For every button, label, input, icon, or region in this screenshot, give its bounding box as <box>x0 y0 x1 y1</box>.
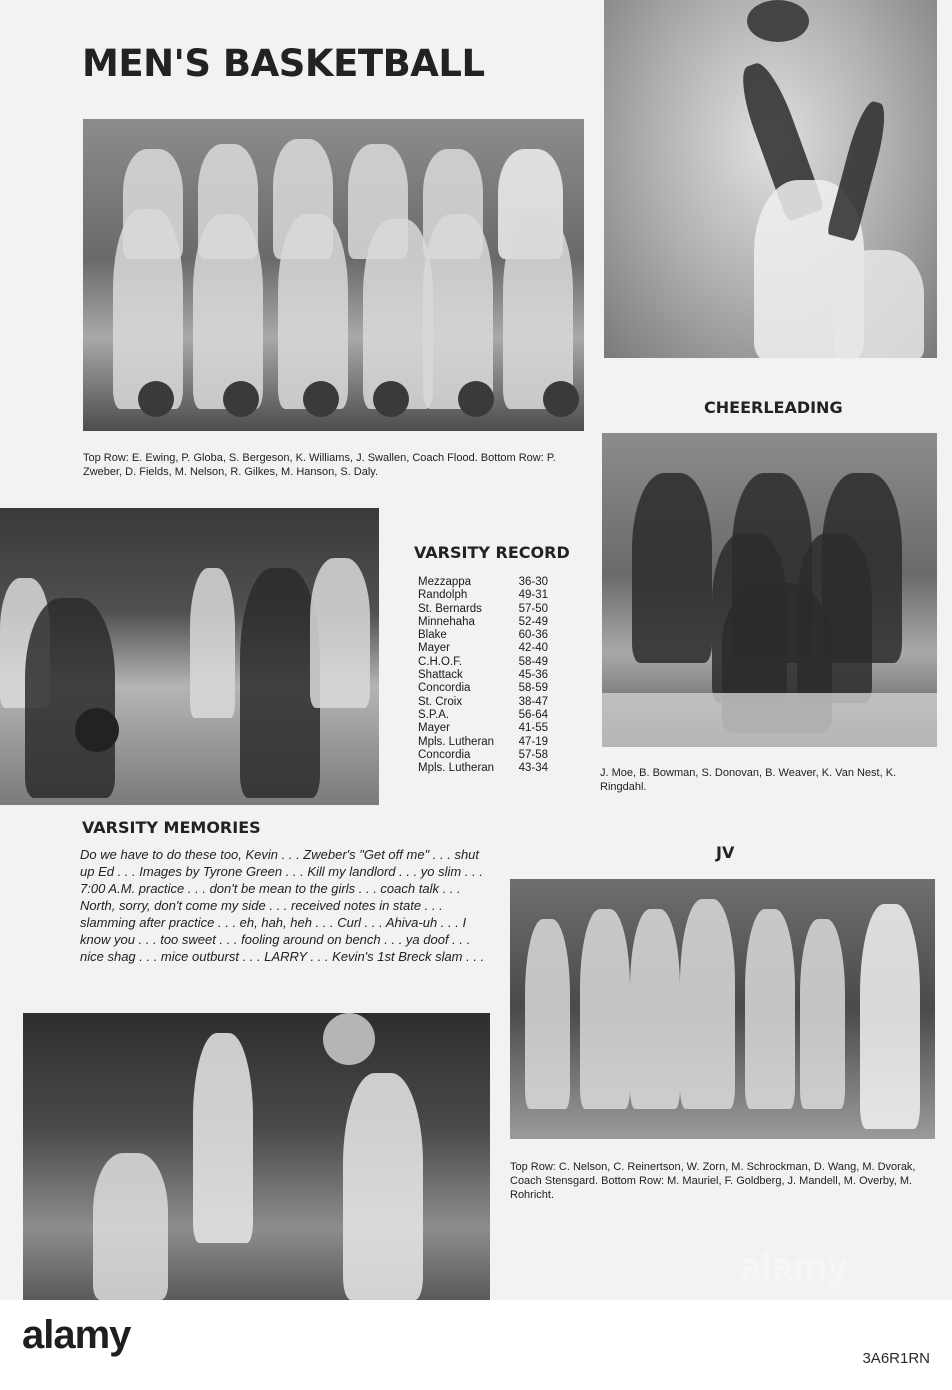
record-row <box>418 576 548 589</box>
record-row <box>418 696 548 709</box>
record-score: 41-55 <box>518 722 548 735</box>
record-opponent: Minnehaha <box>418 615 475 628</box>
record-row <box>418 749 548 762</box>
page-title: MEN'S BASKETBALL <box>82 42 485 85</box>
cheerleading-caption: J. Moe, B. Bowman, S. Donovan, B. Weaver, K. Van Nest, K. Ringdahl. <box>600 767 897 793</box>
record-opponent: St. Bernards <box>418 602 482 615</box>
record-opponent: Blake <box>418 629 447 642</box>
record-score: 58-59 <box>518 682 548 695</box>
record-score: 38-47 <box>518 695 548 708</box>
record-score: 58-49 <box>518 655 548 668</box>
record-opponent: C.H.O.F. <box>418 655 463 668</box>
record-row <box>418 709 548 722</box>
record-opponent: Mayer <box>418 642 450 655</box>
alamy-logo: alamy <box>22 1313 131 1357</box>
record-opponent: Mezzappa <box>418 576 472 588</box>
record-row <box>418 642 548 655</box>
record-score: 56-64 <box>518 708 548 721</box>
record-score: 57-50 <box>518 602 548 615</box>
jv-heading: JV <box>716 843 735 862</box>
record-opponent: St. Croix <box>418 695 463 708</box>
action-shot-photo-top <box>604 0 937 358</box>
record-score: 47-19 <box>518 735 548 748</box>
record-row <box>418 589 548 602</box>
record-row <box>418 722 548 735</box>
record-row <box>418 616 548 629</box>
record-row <box>418 629 548 642</box>
stock-image-id: 3A6R1RN <box>862 1350 930 1367</box>
record-opponent: Concordia <box>418 682 471 695</box>
varsity-memories-text: Do we have to do these too, Kevin . . . Zweber's "Get off me" . . . shut up Ed . . . Images by Tyrone Green . . . Kill my landlord . . . yo slim . . . 7:00 A.M. practice . . . don't be mean to the girls . . . coach talk . . . North, sorry, don't come my side . . . received notes in state . . . slamming after practice . . . eh, hah, heh . . . Curl . . . Ahiva-uh . . . I know you . . . too sweet . . . fooling around on bench . . . ya doof . . . nice shag . . . mice outburst . . . LARRY . . . Kevin's 1st Breck slam . . . <box>80 847 485 964</box>
watermark: alamy <box>740 1246 848 1288</box>
record-opponent: Shattack <box>418 669 463 682</box>
record-opponent: Concordia <box>418 748 471 761</box>
jv-team-caption: Top Row: C. Nelson, C. Reinertson, W. Zorn, M. Schrockman, D. Wang, M. Dvorak, Coach Stensgard. Bottom Row: M. Mauriel, F. Goldberg, J. Mandell, M. Overby, M. Rohricht. <box>510 1161 916 1201</box>
record-row <box>418 682 548 695</box>
game-action-photo-bottom <box>23 1013 490 1300</box>
varsity-team-caption: Top Row: E. Ewing, P. Globa, S. Bergeson, K. Williams, J. Swallen, Coach Flood. Bottom Row: P. Zweber, D. Fields, M. Nelson, R. Gilkes, M. Hanson, S. Daly. <box>83 452 556 478</box>
varsity-record-heading: VARSITY RECORD <box>414 543 570 562</box>
record-opponent: Randolph <box>418 589 468 602</box>
record-score: 52-49 <box>518 615 548 628</box>
record-opponent: Mpls. Lutheran <box>418 762 495 775</box>
record-score: 49-31 <box>518 589 548 602</box>
game-action-photo-middle <box>0 508 379 805</box>
record-score: 45-36 <box>518 669 548 682</box>
cheerleading-heading: CHEERLEADING <box>704 398 843 417</box>
varsity-record-list <box>418 576 548 775</box>
record-row <box>418 656 548 669</box>
record-row <box>418 669 548 682</box>
varsity-memories-heading: VARSITY MEMORIES <box>82 818 261 837</box>
record-row <box>418 736 548 749</box>
record-score: 60-36 <box>518 629 548 642</box>
record-opponent: Mayer <box>418 722 450 735</box>
record-row <box>418 762 548 775</box>
record-score: 42-40 <box>518 642 548 655</box>
varsity-team-photo <box>83 119 584 431</box>
cheerleading-photo <box>602 433 937 747</box>
record-score: 36-30 <box>518 576 548 588</box>
record-score: 43-34 <box>518 762 548 775</box>
record-row <box>418 603 548 616</box>
jv-team-photo <box>510 879 935 1139</box>
stock-footer-bar <box>0 1300 952 1390</box>
record-opponent: S.P.A. <box>418 708 450 721</box>
record-score: 57-58 <box>518 748 548 761</box>
record-opponent: Mpls. Lutheran <box>418 735 495 748</box>
